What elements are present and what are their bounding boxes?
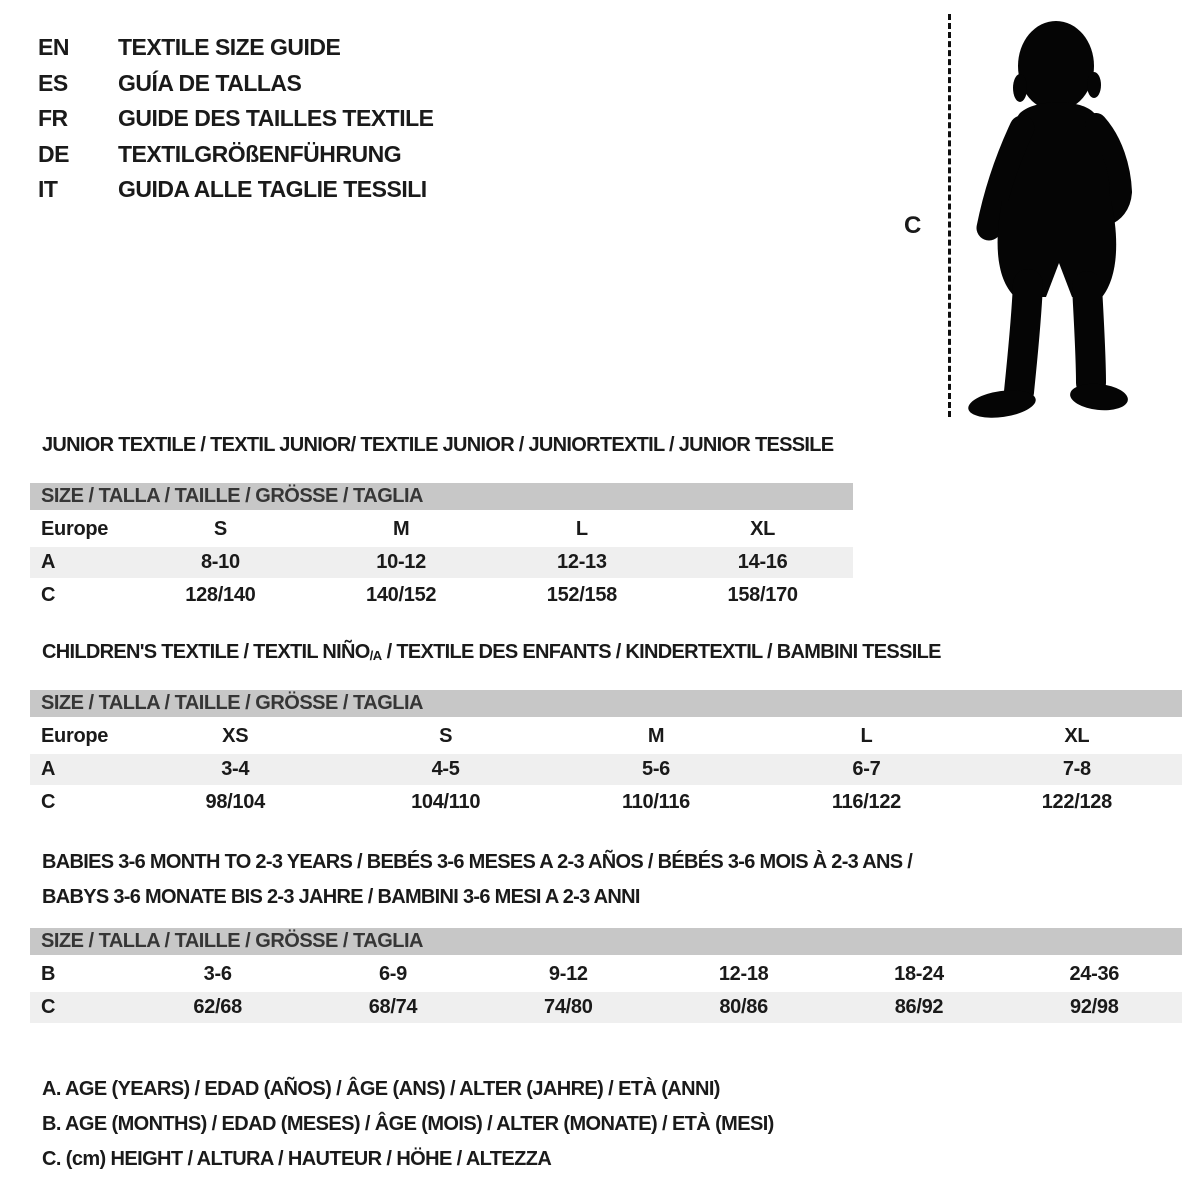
- table-cell-size: M: [647, 725, 665, 747]
- table-cell: 152/158: [546, 584, 617, 606]
- language-row-en: [38, 30, 434, 66]
- table-cell: 14-16: [737, 551, 788, 573]
- junior-section-title: JUNIOR TEXTILE / TEXTIL JUNIOR/ TEXTILE JUNIOR / JUNIORTEXTIL / JUNIOR TESSILE: [42, 434, 834, 456]
- table-cell: 5-6: [642, 758, 671, 780]
- row-label: C: [41, 584, 56, 606]
- guide-title-en: TEXTILE SIZE GUIDE: [118, 34, 341, 60]
- table-cell: 128/140: [185, 584, 256, 606]
- language-row-de: [38, 137, 434, 173]
- language-code: IT: [38, 176, 58, 202]
- children-title-post: / TEXTILE DES ENFANTS / KINDERTEXTIL / BAMBINI TESSILE: [381, 641, 941, 663]
- row-label: C: [41, 791, 56, 813]
- junior-size-table: [30, 483, 853, 613]
- row-label: C: [41, 996, 56, 1018]
- table-cell: 8-10: [200, 551, 240, 573]
- height-label-c: C: [904, 212, 922, 239]
- babies-row-c: [30, 992, 1182, 1023]
- language-row-fr: [38, 101, 434, 137]
- row-label: A: [41, 758, 56, 780]
- table-cell: 98/104: [205, 791, 265, 813]
- language-code: DE: [38, 140, 69, 167]
- table-cell: 104/110: [411, 791, 481, 813]
- babies-size-table: [30, 928, 1182, 1025]
- babies-section-title: [42, 845, 912, 915]
- guide-title-es: GUÍA DE TALLAS: [118, 69, 302, 96]
- table-cell: 6-7: [852, 758, 881, 780]
- table-cell: 92/98: [1070, 996, 1119, 1018]
- table-cell-size: L: [575, 518, 588, 540]
- table-cell: 10-12: [376, 551, 426, 573]
- children-columns-row: [30, 721, 1182, 752]
- table-cell-size: XL: [750, 518, 776, 540]
- babies-size-header-bar: SIZE / TALLA / TAILLE / GRÖSSE / TAGLIA: [30, 928, 1182, 955]
- table-cell: 3-6: [203, 963, 232, 985]
- table-cell: 68/74: [368, 996, 418, 1018]
- table-cell: 74/80: [544, 996, 593, 1018]
- table-cell: 18-24: [894, 963, 944, 985]
- children-section-title: [42, 641, 941, 664]
- children-size-header-bar: SIZE / TALLA / TAILLE / GRÖSSE / TAGLIA: [30, 690, 1182, 717]
- table-cell: 24-36: [1069, 963, 1120, 985]
- row-label: B: [41, 963, 56, 985]
- table-cell: 158/170: [727, 584, 798, 606]
- toddler-silhouette-icon: [960, 16, 1144, 420]
- junior-size-header-bar: SIZE / TALLA / TAILLE / GRÖSSE / TAGLIA: [30, 483, 853, 510]
- table-cell: 6-9: [378, 963, 407, 985]
- table-cell-size: XL: [1064, 725, 1090, 747]
- table-cell: 7-8: [1062, 758, 1091, 780]
- table-cell: 62/68: [193, 996, 242, 1018]
- table-cell: 116/122: [831, 791, 901, 813]
- table-cell-size: XS: [222, 725, 249, 747]
- table-cell-size: L: [860, 725, 873, 747]
- guide-title-it: GUIDA ALLE TAGLIE TESSILI: [118, 176, 427, 202]
- table-cell: 12-13: [557, 551, 607, 573]
- junior-row-c: [30, 580, 853, 611]
- footnotes: [42, 1072, 774, 1177]
- height-measure-line: [948, 14, 951, 417]
- footnote-a: A. AGE (YEARS) / EDAD (AÑOS) / ÂGE (ANS) / ALTER (JAHRE) / ETÀ (ANNI): [42, 1078, 720, 1100]
- table-cell: 4-5: [431, 758, 460, 780]
- table-cell: 80/86: [719, 996, 768, 1018]
- children-title-sub: /A: [369, 648, 382, 663]
- language-code: EN: [38, 34, 69, 60]
- table-cell: 110/116: [622, 791, 691, 813]
- guide-title-de: TEXTILGRÖßENFÜHRUNG: [118, 140, 402, 167]
- babies-row-b: [30, 959, 1182, 990]
- table-cell: 3-4: [221, 758, 250, 780]
- guide-title-fr: GUIDE DES TAILLES TEXTILE: [118, 105, 434, 131]
- table-cell: 140/152: [366, 584, 437, 606]
- language-row-it: [38, 172, 434, 208]
- table-cell-size: S: [213, 518, 227, 540]
- language-code: FR: [38, 105, 68, 131]
- table-cell-size: S: [439, 725, 453, 747]
- table-cell-size: M: [392, 518, 410, 540]
- children-size-table: [30, 690, 1182, 820]
- table-cell: 122/128: [1041, 791, 1112, 813]
- junior-row-a: [30, 547, 853, 578]
- children-row-a: [30, 754, 1182, 785]
- children-title-pre: CHILDREN'S TEXTILE / TEXTIL NIÑO: [42, 641, 370, 663]
- table-cell: 86/92: [894, 996, 944, 1018]
- junior-columns-row: [30, 514, 853, 545]
- language-row-es: [38, 66, 434, 102]
- footnote-c: C. (cm) HEIGHT / ALTURA / HAUTEUR / HÖHE / ALTEZZA: [42, 1148, 552, 1170]
- children-row-c: [30, 787, 1182, 818]
- row-label: A: [41, 551, 56, 573]
- footnote-b: B. AGE (MONTHS) / EDAD (MESES) / ÂGE (MOIS) / ALTER (MONATE) / ETÀ (MESI): [42, 1113, 774, 1135]
- table-cell: 9-12: [548, 963, 588, 985]
- language-title-list: [38, 30, 434, 208]
- table-cell-region: Europe: [41, 725, 109, 747]
- language-code: ES: [38, 69, 68, 96]
- table-cell-region: Europe: [41, 518, 109, 540]
- table-cell: 12-18: [718, 963, 769, 985]
- babies-title-line1: BABIES 3-6 MONTH TO 2-3 YEARS / BEBÉS 3-6 MESES A 2-3 AÑOS / BÉBÉS 3-6 MOIS À 2-3 ANS /: [42, 851, 913, 873]
- babies-title-line2: BABYS 3-6 MONATE BIS 2-3 JAHRE / BAMBINI 3-6 MESI A 2-3 ANNI: [42, 886, 640, 908]
